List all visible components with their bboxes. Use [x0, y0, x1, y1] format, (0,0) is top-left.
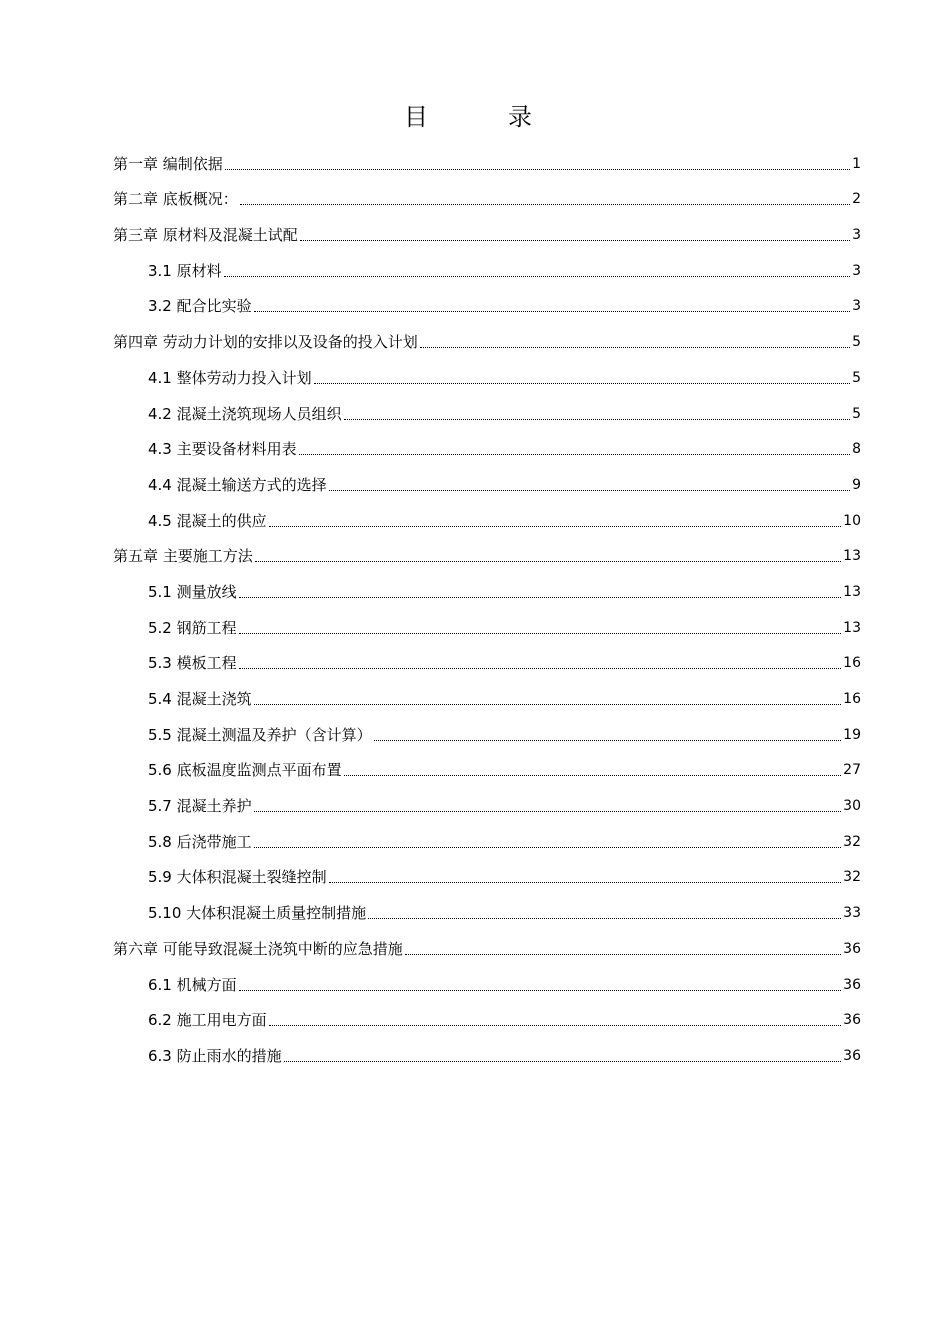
- toc-page-number: 9: [852, 476, 861, 493]
- toc-page-number: 33: [843, 905, 861, 922]
- toc-entry-text: 5.8 后浇带施工: [148, 832, 252, 851]
- toc-entry-text: 第五章 主要施工方法: [113, 547, 253, 566]
- toc-entry-text: 5.2 钢筋工程: [148, 618, 237, 637]
- toc-section-entry[interactable]: [113, 606, 861, 642]
- toc-page-number: 3: [852, 227, 861, 244]
- toc-section-entry[interactable]: [113, 570, 861, 606]
- toc-dot-leader: [299, 454, 850, 455]
- toc-page-number: 36: [843, 976, 861, 993]
- toc-page-number: 16: [843, 655, 861, 672]
- toc-entry-text: 6.3 防止雨水的措施: [148, 1046, 282, 1065]
- toc-section-entry[interactable]: [113, 642, 861, 678]
- toc-entry-text: 4.2 混凝土浇筑现场人员组织: [148, 404, 342, 423]
- toc-dot-leader: [240, 204, 850, 205]
- toc-page-number: 36: [843, 1047, 861, 1064]
- toc-section-entry[interactable]: [113, 820, 861, 856]
- toc-dot-leader: [224, 276, 850, 277]
- toc-dot-leader: [374, 740, 842, 741]
- toc-page-number: 19: [843, 726, 861, 743]
- toc-dot-leader: [269, 526, 842, 527]
- toc-section-entry[interactable]: [113, 428, 861, 464]
- toc-chapter-entry[interactable]: [113, 535, 861, 571]
- toc-entry-text: 5.3 模板工程: [148, 654, 237, 673]
- toc-page-number: 10: [843, 512, 861, 529]
- toc-dot-leader: [344, 775, 842, 776]
- toc-page-number: 1: [852, 155, 861, 172]
- toc-page-number: 13: [843, 548, 861, 565]
- toc-page-number: 5: [852, 405, 861, 422]
- toc-chapter-entry[interactable]: [113, 178, 861, 214]
- toc-dot-leader: [269, 1025, 842, 1026]
- toc-entry-text: 6.2 施工用电方面: [148, 1011, 267, 1030]
- toc-entry-text: 5.5 混凝土测温及养护（含计算）: [148, 725, 372, 744]
- toc-page-number: 5: [852, 369, 861, 386]
- toc-page-number: 3: [852, 262, 861, 279]
- toc-title: 目 录: [404, 103, 560, 131]
- toc-chapter-entry[interactable]: [113, 927, 861, 963]
- toc-dot-leader: [239, 990, 842, 991]
- toc-section-entry[interactable]: [113, 713, 861, 749]
- toc-section-entry[interactable]: [113, 963, 861, 999]
- toc-entry-text: 5.1 测量放线: [148, 582, 237, 601]
- toc-page-number: 36: [843, 940, 861, 957]
- toc-section-entry[interactable]: [113, 356, 861, 392]
- toc-entry-text: 5.10 大体积混凝土质量控制措施: [148, 904, 367, 923]
- toc-entry-text: 3.2 配合比实验: [148, 297, 252, 316]
- toc-entry-text: 第六章 可能导致混凝土浇筑中断的应急措施: [113, 939, 403, 958]
- toc-dot-leader: [284, 1061, 842, 1062]
- toc-page-number: 30: [843, 798, 861, 815]
- toc-dot-leader: [314, 383, 850, 384]
- toc-page-number: 27: [843, 762, 861, 779]
- toc-dot-leader: [225, 169, 850, 170]
- toc-page-number: 32: [843, 869, 861, 886]
- toc-dot-leader: [329, 490, 850, 491]
- toc-chapter-entry[interactable]: [113, 320, 861, 356]
- toc-section-entry[interactable]: [113, 1034, 861, 1070]
- toc-section-entry[interactable]: [113, 499, 861, 535]
- toc-entry-text: 3.1 原材料: [148, 261, 222, 280]
- toc-entry-text: 4.4 混凝土输送方式的选择: [148, 475, 327, 494]
- toc-dot-leader: [254, 811, 842, 812]
- toc-section-entry[interactable]: [113, 677, 861, 713]
- toc-entry-text: 6.1 机械方面: [148, 975, 237, 994]
- toc-entry-text: 5.4 混凝土浇筑: [148, 690, 252, 708]
- toc-section-entry[interactable]: [113, 999, 861, 1035]
- toc-page-number: 36: [843, 1012, 861, 1029]
- toc-dot-leader: [405, 954, 841, 955]
- toc-page-number: 8: [852, 441, 861, 458]
- toc-page-number: 16: [843, 691, 861, 707]
- toc-entry-text: 4.1 整体劳动力投入计划: [148, 368, 312, 387]
- toc-dot-leader: [255, 561, 841, 562]
- toc-page-number: 3: [852, 298, 861, 315]
- toc-dot-leader: [239, 597, 842, 598]
- toc-dot-leader: [239, 668, 842, 669]
- toc-section-entry[interactable]: [113, 392, 861, 428]
- toc-list: [113, 142, 861, 1070]
- toc-dot-leader: [254, 847, 842, 848]
- toc-entry-text: 4.3 主要设备材料用表: [148, 440, 297, 459]
- toc-dot-leader: [239, 633, 842, 634]
- toc-dot-leader: [368, 918, 841, 919]
- toc-section-entry[interactable]: [113, 463, 861, 499]
- toc-dot-leader: [254, 704, 842, 705]
- toc-dot-leader: [329, 882, 842, 883]
- toc-section-entry[interactable]: [113, 784, 861, 820]
- toc-dot-leader: [420, 347, 850, 348]
- toc-entry-text: 4.5 混凝土的供应: [148, 511, 267, 530]
- toc-entry-text: 5.6 底板温度监测点平面布置: [148, 761, 342, 780]
- toc-chapter-entry[interactable]: [113, 142, 861, 178]
- toc-page-number: 13: [843, 583, 861, 600]
- toc-page-number: 5: [852, 334, 861, 351]
- toc-chapter-entry[interactable]: [113, 213, 861, 249]
- toc-entry-text: 5.7 混凝土养护: [148, 797, 252, 816]
- toc-entry-text: 5.9 大体积混凝土裂缝控制: [148, 868, 327, 887]
- toc-section-entry[interactable]: [113, 891, 861, 927]
- toc-entry-text: 第四章 劳动力计划的安排以及设备的投入计划: [113, 333, 418, 352]
- toc-dot-leader: [300, 240, 850, 241]
- toc-page-number: 2: [852, 191, 861, 208]
- toc-page-number: 32: [843, 833, 861, 850]
- toc-entry-text: 第三章 原材料及混凝土试配: [113, 226, 298, 245]
- toc-section-entry[interactable]: [113, 856, 861, 892]
- toc-entry-text: 第二章 底板概况：: [113, 190, 238, 209]
- toc-page-number: 13: [843, 619, 861, 636]
- toc-section-entry[interactable]: [113, 249, 861, 285]
- toc-dot-leader: [344, 419, 850, 420]
- toc-section-entry[interactable]: [113, 749, 861, 785]
- toc-entry-text: 第一章 编制依据: [113, 154, 223, 173]
- toc-section-entry[interactable]: [113, 285, 861, 321]
- toc-dot-leader: [254, 311, 850, 312]
